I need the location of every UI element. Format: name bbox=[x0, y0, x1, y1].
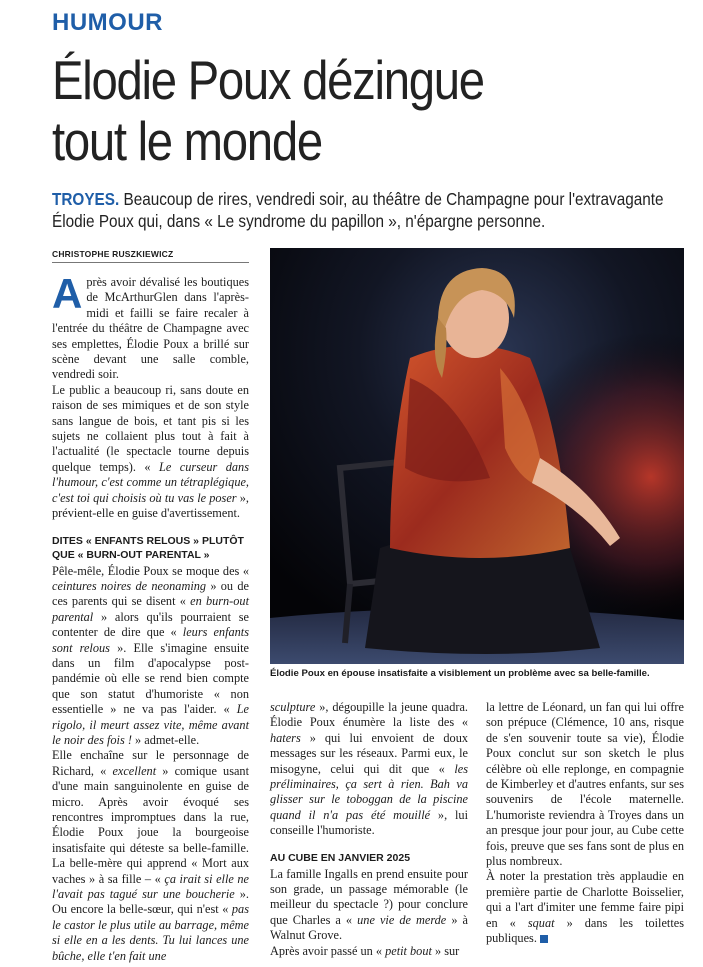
paragraph: la lettre de Léonard, un fan qui lui offre son prépuce (Clémence, 10 ans, risque de s'en souvenir toute sa vie), Élodie Poux conclut sur son sketch le plus célèbre où elle replonge, en compagnie de Kimberley et d'autres enfants, sur ses souvenirs de l'école maternelle. L'humoriste reviendra à Troyes dans un an presque jour pour jour, au Cube cette fois, preuve que ses fans sont de plus en plus nombreux. bbox=[486, 700, 684, 869]
article-column-2 bbox=[270, 700, 468, 959]
paragraph: À noter la prestation très applaudie en première partie de Charlotte Boisselier, qui a l'art d'imiter une femme faire pipi en « squat » dans les toilettes publiques. bbox=[486, 869, 684, 946]
article-column-1 bbox=[52, 270, 250, 964]
headline-line-1: Élodie Poux dézingue bbox=[52, 49, 484, 111]
standfirst-city: TROYES. bbox=[52, 189, 120, 209]
photo bbox=[270, 248, 684, 664]
article-column-3 bbox=[486, 700, 684, 947]
section-rubric: HUMOUR bbox=[52, 9, 163, 36]
performer-photo bbox=[270, 248, 684, 664]
paragraph: La famille Ingalls en prend ensuite pour son grade, un passage mémorable (le meilleur du spectacle ?) pour conclure que Charles a « une vie de merde » à Walnut Grove. bbox=[270, 866, 468, 943]
paragraph: Après avoir passé un « petit bout » sur bbox=[270, 943, 460, 958]
photo-caption: Élodie Poux en épouse insatisfaite a visiblement un problème avec sa belle-famille. bbox=[270, 668, 650, 679]
end-of-article-square-icon bbox=[540, 935, 548, 943]
paragraph: Pêle-mêle, Élodie Poux se moque des « ceintures noires de neonaming » ou de ces parents qui se disent « en burn-out parental » alors qu'ils pourraient se contenter de dire que « leurs enfants sont relous ». Elle s'imagine ensuite dans un film d'apocalypse post-pandémie où elle se rend bien compte que son statut d'humoriste « non essentielle » ne va pas l'aider. « Le rigolo, il meurt assez vite, même avant le noir des fois ! » admet-elle. bbox=[52, 563, 250, 747]
headline bbox=[52, 50, 484, 172]
subheading-1: DITES « ENFANTS RELOUS » PLUTÔT QUE « BURN-OUT PARENTAL » bbox=[52, 534, 244, 561]
headline-line-2: tout le monde bbox=[52, 110, 322, 172]
paragraph-intro: Après avoir dévalisé les boutiques de McArthurGlen dans l'après-midi et failli se faire recaler à l'entrée du théâtre de Champagne avec ses emplettes, Élodie Poux a brillé sur scène devant une salle comble, vendredi soir. bbox=[52, 270, 249, 382]
subheading-2: AU CUBE EN JANVIER 2025 bbox=[270, 851, 411, 864]
drop-cap: A bbox=[52, 270, 83, 317]
standfirst-text: Beaucoup de rires, vendredi soir, au théâtre de Champagne pour l'extravagante Élodie Poux qui, dans « Le syndrome du papillon », n'épargne personne. bbox=[52, 189, 664, 231]
standfirst bbox=[52, 188, 665, 232]
paragraph: sculpture », dégoupille la jeune quadra. Élodie Poux énumère la liste des « haters » qui lui envoient de doux messages sur les réseaux. Parmi eux, le misogyne, celui qui dit que « les préliminaires, ça sert à rien. Bah va glisser sur le toboggan de la piscine quand il n'a pas été mouillé », lui conseille l'humoriste. bbox=[270, 700, 468, 838]
paragraph: Le public a beaucoup ri, sans doute en raison de ses mimiques et de son style sans langue de bois, et tant pis si les sujets ne collaient plus tout à fait à l'actualité (le spectacle tourne depuis quelque temps). « Le curseur dans l'humour, c'est comme un tétraplégique, c'est toi qui choisis où tu vas le poser », prévient-elle en guise d'avertissement. bbox=[52, 382, 250, 521]
paragraph: Elle enchaîne sur le personnage de Richard, « excellent » comique usant d'une main sanguinolente en guise de micro. Après avoir évoqué ses rencontres impromptues dans la rue, Élodie Poux joue la bourgeoise insatisfaite qui déteste sa belle-famille. La belle-mère qui apprend « Mort aux vaches » à sa fille – « ça irait si elle ne l'avait pas tagué sur une boucherie ». Ou encore la belle-sœur, qui n'est « pas le castor le plus utile au barrage, même si elle en a les dents. Tu lui lances une bûche, elle t'en fait une bbox=[52, 748, 250, 963]
byline: CHRISTOPHE RUSZKIEWICZ bbox=[52, 249, 249, 263]
